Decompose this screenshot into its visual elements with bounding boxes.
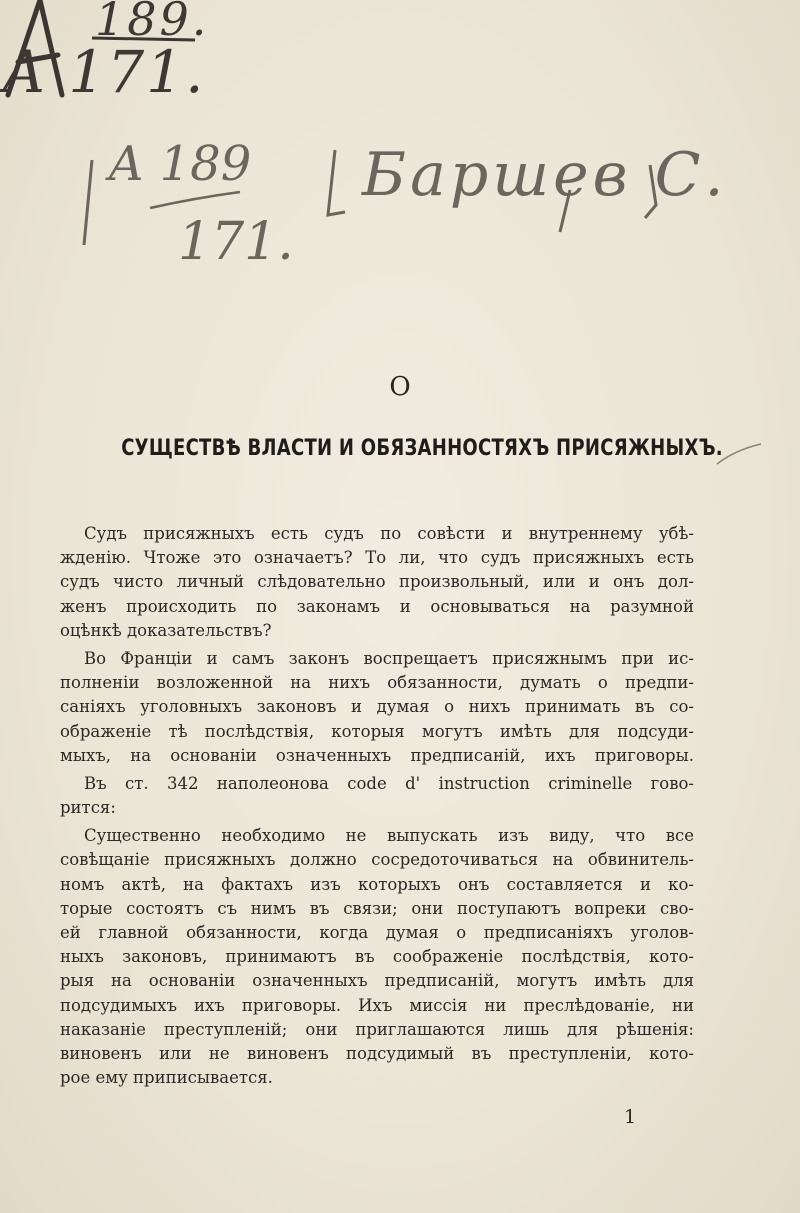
page-title: СУЩЕСТВѢ ВЛАСТИ И ОБЯЗАННОСТЯХЪ ПРИСЯЖНЫХЪ. <box>121 436 723 461</box>
body-text <box>60 522 694 1094</box>
text-line: совѣщаніе присяжныхъ должно сосредоточиваться на обвинитель- <box>60 850 694 870</box>
handwritten-annotations <box>0 0 800 300</box>
text-line: виновенъ или не виновенъ подсудимый въ преступленіи, кото- <box>60 1043 694 1063</box>
paragraph-3 <box>60 772 694 820</box>
text-line: Судъ присяжныхъ есть судъ по совѣсти и внутреннему убѣ- <box>84 524 694 543</box>
text-line: рится: <box>60 798 116 818</box>
text-line: ныхъ законовъ, принимаютъ въ соображеніе послѣдствія, кото- <box>60 947 694 967</box>
text-line: подсудимыхъ ихъ приговоры. Ихъ миссія ни преслѣдованіе, ни <box>60 995 694 1015</box>
text-line: женъ происходить по законамъ и основываться на разумной <box>60 596 694 616</box>
text-line: номъ актѣ, на фактахъ изъ которыхъ онъ составляется и ко- <box>60 874 694 894</box>
text-line: рыя на основаніи означенныхъ предписаній, могутъ имѣть для <box>60 971 694 991</box>
text-line: Во Франціи и самъ законъ воспрещаетъ присяжнымъ при ис- <box>84 648 694 668</box>
text-line: Въ ст. 342 наполеонова code d' instruction criminelle гово- <box>84 773 694 793</box>
text-line: судъ чисто личный слѣдовательно произвольный, или и онъ дол- <box>60 572 694 592</box>
handwritten-number-new: А 171. <box>2 38 206 106</box>
heading-preposition: О <box>389 372 411 402</box>
margin-pencil-mark <box>715 440 765 470</box>
page-number: 1 <box>624 1106 637 1128</box>
handwritten-author-note: Баршев С. <box>362 140 728 210</box>
text-line: полненіи возложенной на нихъ обязанности, думать о предпи- <box>60 673 694 693</box>
text-line: наказаніе преступленій; они приглашаются лишь для рѣшенія: <box>60 1019 694 1039</box>
handwritten-second-number-old: А 189 <box>108 136 252 192</box>
text-line: ображеніе тѣ послѣдствія, которыя могутъ имѣть для подсуди- <box>60 721 694 741</box>
handwritten-second-number-new: 171. <box>178 212 294 272</box>
text-line: Существенно необходимо не выпускать изъ виду, что все <box>84 826 694 846</box>
text-line: жденію. Чтоже это означаетъ? То ли, что судъ присяжныхъ есть <box>60 548 694 568</box>
text-line: оцѣнкѣ доказательствъ? <box>60 620 272 640</box>
text-line: мыхъ, на основаніи означенныхъ предписаній, ихъ приговоры. <box>60 745 694 765</box>
text-line: ей главной обязанности, когда думая о предписаніяхъ уголов- <box>60 923 694 942</box>
paragraph-1 <box>60 522 694 643</box>
text-line: саніяхъ уголовныхъ законовъ и думая о нихъ принимать въ со- <box>60 697 694 717</box>
paragraph-2 <box>60 647 694 768</box>
handwritten-number-old: 189. <box>95 0 210 46</box>
paragraph-4 <box>60 824 694 1090</box>
text-line: торые состоятъ съ нимъ въ связи; они поступаютъ вопреки сво- <box>60 898 694 918</box>
text-line: рое ему приписывается. <box>60 1068 273 1088</box>
